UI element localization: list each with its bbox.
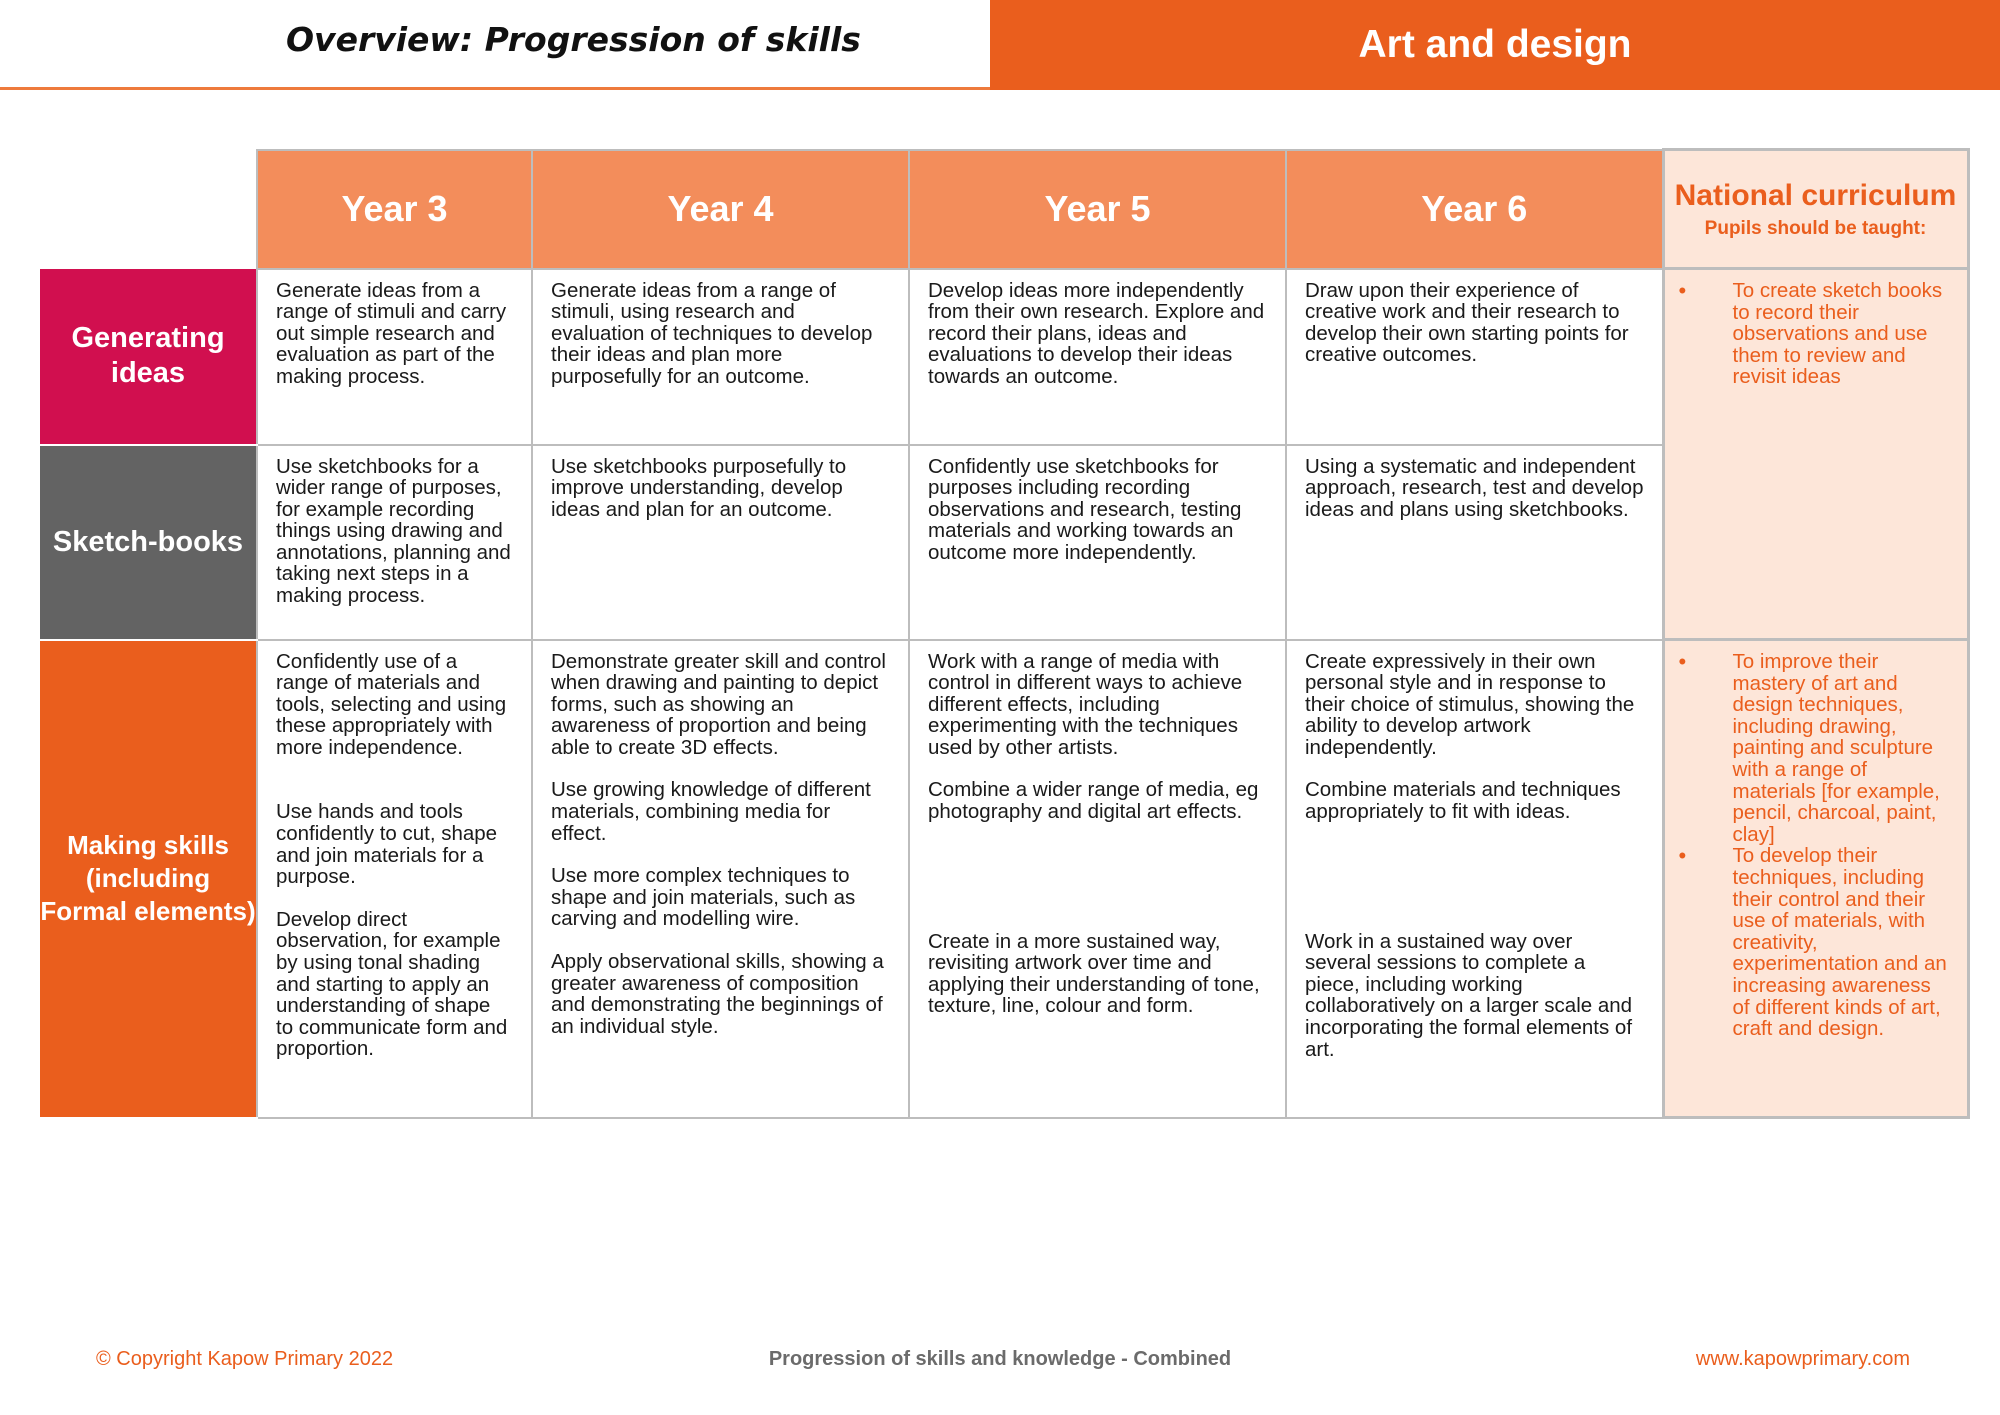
cell-sketchbooks-y6 [1286, 445, 1663, 640]
nc-list-item: • To create sketch books to record their observations and use them to review and revisit ideas [1679, 280, 1951, 388]
cell-text: Confidently use sketchbooks for purposes including recording observations and research, testing materials and working towards an outcome more independently. [928, 454, 1242, 564]
cell-text: Develop ideas more independently from their own research. Explore and record their plans, ideas and evaluations to develop their ideas towards an outcome. [928, 278, 1265, 388]
cell-sketchbooks-y4 [532, 445, 909, 640]
cell-sketchbooks-y3 [257, 445, 532, 640]
row-label-text: Making skills (including Formal elements) [40, 830, 256, 926]
cell-making-y4 [532, 640, 909, 1118]
cell-text: Combine materials and techniques appropriately to fit with ideas. [1305, 778, 1621, 824]
footer-document-title: Progression of skills and knowledge - Combined [768, 1348, 1232, 1370]
nc-list-item: • To develop their techniques, including their control and their use of materials, with creativity, experimentation and an increasing awareness of different kinds of art, craft and design. [1679, 845, 1951, 1039]
nc-subtitle: Pupils should be taught: [1704, 218, 1927, 239]
nc-list-item: • To improve their mastery of art and design techniques, including drawing, painting and sculpture with a range of materials [for example, pencil, charcoal, paint, clay] [1679, 651, 1951, 845]
corner-blank [40, 150, 257, 269]
cell-generating-y5 [909, 269, 1286, 445]
nc-making-points [1663, 640, 1968, 1118]
cell-text: Work with a range of media with control in different ways to achieve different effects, including experimenting with the techniques used by other artists. [928, 649, 1243, 759]
progression-table [40, 148, 1970, 1119]
cell-generating-y3 [257, 269, 532, 445]
nc-sketchbooks-points [1663, 269, 1968, 640]
cell-text: Use hands and tools confidently to cut, shape and join materials for a purpose. [276, 800, 498, 889]
cell-making-y3 [257, 640, 532, 1118]
nc-title: National curriculum [1674, 179, 1957, 212]
page-title: Overview: Progression of skills [286, 20, 861, 59]
cell-text: Demonstrate greater skill and control when drawing and painting to depict forms, such as showing an awareness of proportion and being able to create 3D effects. [551, 649, 886, 759]
cell-text: Draw upon their experience of creative work and their research to develop their own starting points for creative outcomes. [1305, 278, 1629, 367]
nc-list-bottom [1679, 651, 1951, 1040]
row-label-generating-ideas [40, 269, 257, 445]
subject-title: Art and design [1358, 23, 1632, 66]
cell-text: Create expressively in their own personal style and in response to their choice of stimulus, showing the ability to develop artwork independently. [1305, 649, 1635, 759]
national-curriculum-header [1663, 150, 1968, 269]
year-6-header: Year 6 [1286, 150, 1663, 269]
year-4-header: Year 4 [532, 150, 909, 269]
cell-text: Generate ideas from a range of stimuli, using research and evaluation of techniques to develop their ideas and plan more purposefully for an outcome. [551, 278, 873, 388]
subject-banner [990, 0, 2000, 90]
footer-copyright: © Copyright Kapow Primary 2022 [96, 1348, 394, 1370]
cell-text: Use sketchbooks for a wider range of purposes, for example recording things using drawing and annotations, planning and taking next steps in a making process. [276, 454, 511, 608]
cell-text: Use sketchbooks purposefully to improve understanding, develop ideas and plan for an outcome. [551, 454, 847, 521]
cell-generating-y6 [1286, 269, 1663, 445]
row-generating-ideas [40, 269, 1968, 445]
row-label-text: Sketch-books [52, 525, 244, 558]
cell-text: Combine a wider range of media, eg photography and digital art effects. [928, 778, 1259, 824]
year-header-row [40, 150, 1968, 269]
cell-text: Create in a more sustained way, revisiting artwork over time and applying their understanding of tone, texture, line, colour and form. [928, 929, 1260, 1018]
year-5-header: Year 5 [909, 150, 1286, 269]
cell-sketchbooks-y5 [909, 445, 1286, 640]
cell-generating-y4 [532, 269, 909, 445]
cell-text: Confidently use of a range of materials and tools, selecting and using these appropriately with more independence. [276, 649, 507, 759]
footer-website-link[interactable]: www.kapowprimary.com [1695, 1348, 1910, 1370]
cell-text: Generate ideas from a range of stimuli and carry out simple research and evaluation as part of the making process. [276, 278, 507, 388]
row-label-making-skills [40, 640, 257, 1118]
header-title-bar [0, 0, 990, 90]
cell-text: Develop direct observation, for example by using tonal shading and starting to apply an understanding of shape to communicate form and proportion. [276, 907, 508, 1061]
cell-text: Work in a sustained way over several sessions to complete a piece, including working collaboratively on a larger scale and incorporating the formal elements of art. [1305, 929, 1633, 1061]
cell-text: Using a systematic and independent approach, research, test and develop ideas and plans using sketchbooks. [1305, 454, 1644, 521]
cell-making-y6 [1286, 640, 1663, 1118]
cell-text: Apply observational skills, showing a greater awareness of composition and demonstrating the beginnings of an individual style. [551, 950, 884, 1038]
row-label-text: Generating ideas [71, 322, 225, 389]
row-making-skills [40, 640, 1968, 1118]
cell-text: Use growing knowledge of different materials, combining media for effect. [551, 778, 871, 845]
row-label-sketchbooks [40, 445, 257, 640]
cell-text: Use more complex techniques to shape and join materials, such as carving and modelling wire. [551, 864, 856, 931]
nc-list-top [1679, 280, 1951, 388]
cell-making-y5 [909, 640, 1286, 1118]
year-3-header: Year 3 [257, 150, 532, 269]
